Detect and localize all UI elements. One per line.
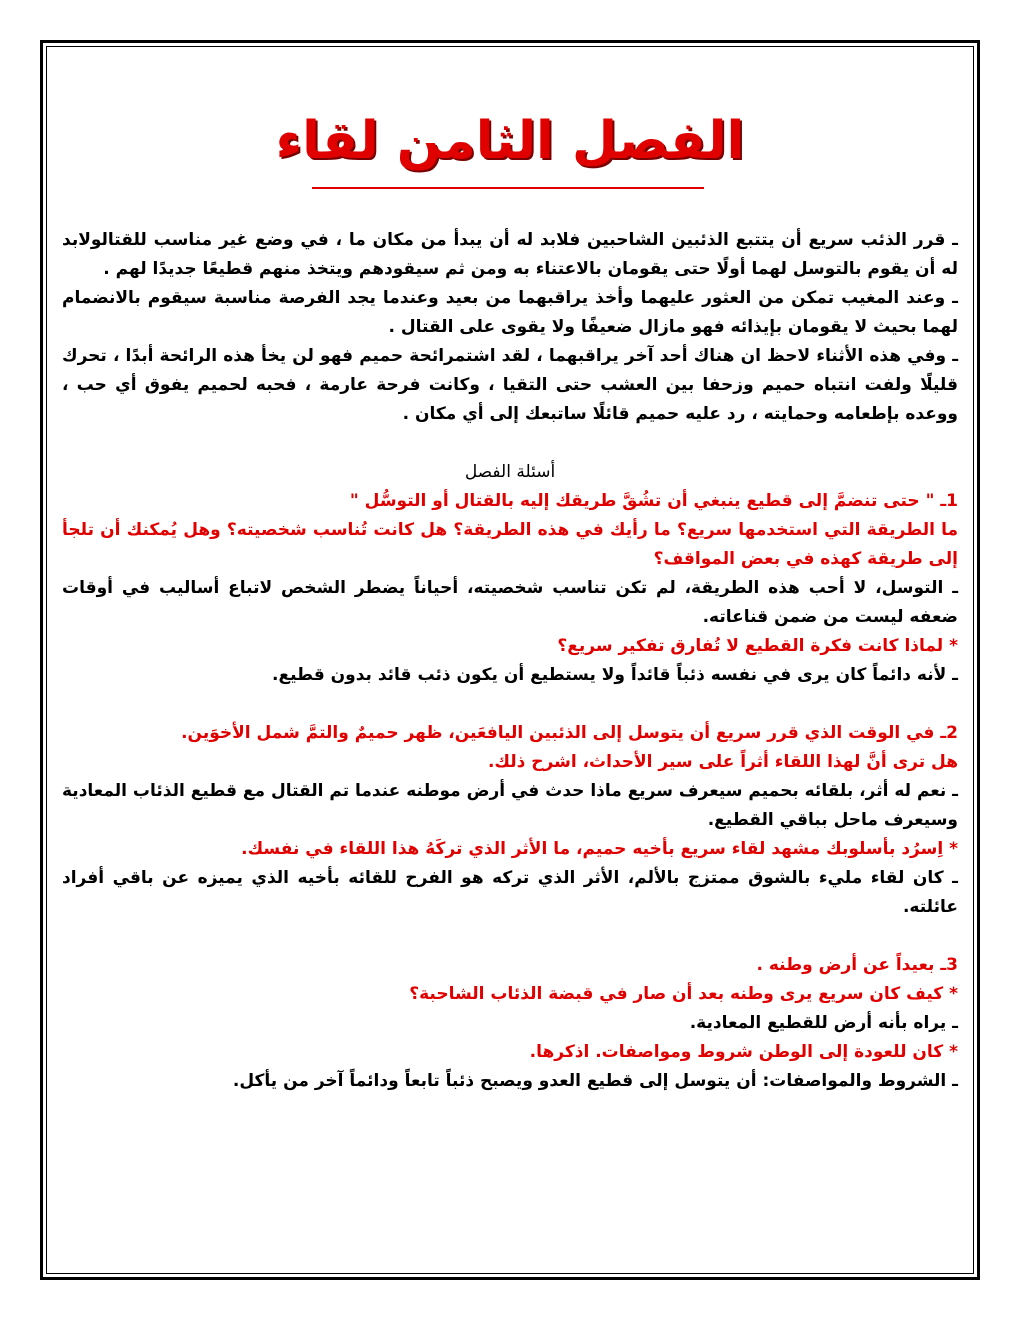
- story-paragraph: ـ وعند المغيب تمكن من العثور عليهما وأخذ يراقبهما من بعيد وعندما يجد الفرصة مناسبة سيقوم بالانضمام لهما بحيث لا يقومان بإيذائه فهو مازال ضعيفًا ولا يقوى على القتال .: [62, 288, 958, 337]
- title-underline: [312, 187, 704, 189]
- question-3-answer-1: ـ يراه بأنه أرض للقطيع المعادية.: [689, 1013, 958, 1033]
- questions-heading: أسئلة الفصل: [464, 462, 556, 482]
- question-2-subquestion: * اِسرُد بأسلوبك مشهد لقاء سريع بأخيه حميم، ما الأثر الذي تركَهُ هذا اللقاء في نفسك.: [241, 839, 958, 859]
- spacer: [62, 690, 958, 719]
- spacer: [62, 429, 958, 458]
- question-1-subanswer: ـ لأنه دائماً كان يرى في نفسه ذئباً قائداً ولا يستطيع أن يكون ذئب قائد بدون قطيع.: [272, 665, 958, 685]
- spacer: [62, 922, 958, 951]
- question-2-prompt: 2ـ في الوقت الذي قرر سريع أن يتوسل إلى الذئبين اليافعَين، ظهر حميمٌ والتمَّ شمل الأخوَين.: [181, 723, 958, 743]
- question-3-subquestion-1: * كيف كان سريع يرى وطنه بعد أن صار في قبضة الذئاب الشاحبة؟: [409, 984, 958, 1004]
- question-3-answer-2: ـ الشروط والمواصفات: أن يتوسل إلى قطيع العدو ويصبح ذئباً تابعاً ودائماً آخر من يأكل.: [232, 1071, 958, 1091]
- document-body: [62, 226, 958, 1096]
- question-2-answer: ـ نعم له أثر، بلقائه بحميم سيعرف سريع ماذا حدث في أرض موطنه عندما تم القتال مع قطيع الذئاب المعادية وسيعرف ماحل بباقي القطيع.: [62, 781, 958, 830]
- story-paragraph: ـ وفي هذه الأثناء لاحظ ان هناك أحد آخر يراقبهما ، لقد اشتمرائحة حميم فهو لن يخأ هذه الرائحة أبدًا ، تحرك قليلًا ولفت انتباه حميم وزحفا بين العشب حتى التقيا ، وكانت فرحة عارمة ، فحبه لحميم يفوق أي حب ، ووعده بإطعامه وحمايته ، رد عليه حميم قائلًا ساتبعك إلى أي مكان .: [62, 346, 958, 424]
- question-3-prompt: 3ـ بعيداً عن أرض وطنه .: [756, 955, 958, 975]
- question-2-text: هل ترى أنَّ لهذا اللقاء أثراً على سير الأحداث، اشرح ذلك.: [487, 752, 958, 772]
- question-1-prompt: 1ـ " حتى تنضمَّ إلى قطيع ينبغي أن تشُقَّ طريقك إليه بالقتال أو التوسُّل ": [349, 491, 958, 511]
- question-1-answer: ـ التوسل، لا أحب هذه الطريقة، لم تكن تناسب شخصيته، أحياناً يضطر الشخص لاتباع أساليب في أوقات ضعفه ليست من ضمن قناعاته.: [62, 578, 958, 627]
- question-1-subquestion: * لماذا كانت فكرة القطيع لا تُفارق تفكير سريع؟: [557, 636, 958, 656]
- question-1-text: ما الطريقة التي استخدمها سريع؟ ما رأيك في هذه الطريقة؟ هل كانت تُناسب شخصيته؟ وهل يُمكنك أن تلجأ إلى طريقة كهذه في بعض المواقف؟: [62, 520, 958, 569]
- chapter-title: الفصل الثامن لقاء: [275, 111, 745, 171]
- question-3-subquestion-2: * كان للعودة إلى الوطن شروط ومواصفات. اذكرها.: [529, 1042, 958, 1062]
- story-paragraph: ـ قرر الذئب سريع أن يتتبع الذئبين الشاحبين فلابد له أن يبدأ من مكان ما ، في وضع غير مناسب للقتالولابد له أن يقوم بالتوسل لهما أولًا حتى يقومان بالاعتناء به ومن ثم سيقودهم ويتخذ منهم قطيعًا جديدًا لهم .: [62, 230, 958, 279]
- question-2-subanswer: ـ كان لقاء مليء بالشوق ممتزج بالألم، الأثر الذي تركه هو الفرح للقائه بأخيه الذي يميزه عن باقي أفراد عائلته.: [62, 868, 958, 917]
